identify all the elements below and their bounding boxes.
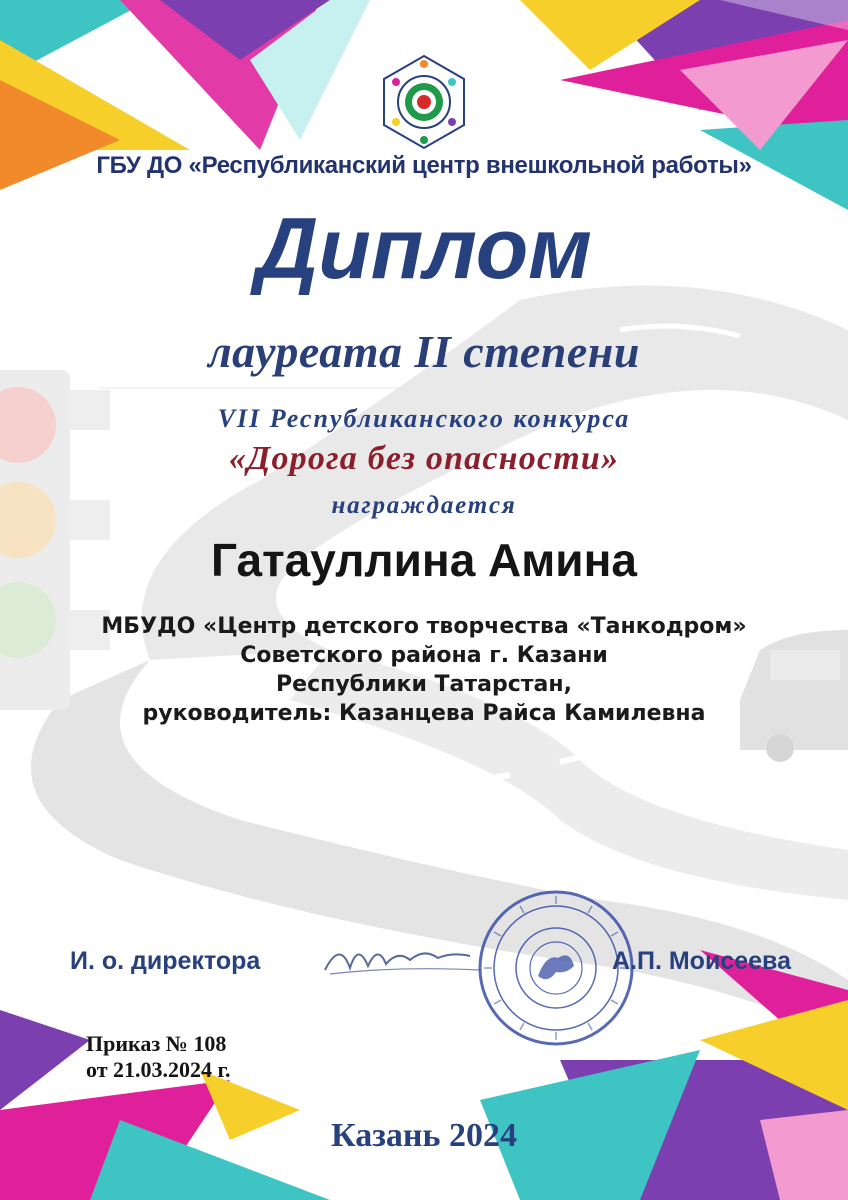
order-date: от 21.03.2024 г. xyxy=(86,1057,231,1082)
order-number: Приказ № 108 xyxy=(86,1031,227,1056)
director-position: И. о. директора xyxy=(70,947,261,975)
institution-line: Советского района г. Казани xyxy=(240,643,608,668)
diploma-title: Диплом xyxy=(256,201,592,297)
institution-block xyxy=(0,612,848,728)
city-year: Казань 2024 xyxy=(331,1117,517,1154)
competition-name: «Дорога без опасности» xyxy=(228,440,620,477)
diploma-degree: лауреата II степени xyxy=(208,326,640,377)
order-block xyxy=(86,1031,231,1083)
center-emblem-icon xyxy=(374,52,474,152)
handwritten-signature xyxy=(320,930,490,990)
institution-line: руководитель: Казанцева Райса Камилевна xyxy=(142,701,706,726)
institution-line: Республики Татарстан, xyxy=(276,672,572,697)
organization-name: ГБУ ДО «Республиканский центр внешкольной работы» xyxy=(96,152,752,179)
institution-line: МБУДО «Центр детского творчества «Танкодром» xyxy=(101,614,747,639)
awarded-label: награждается xyxy=(331,492,517,519)
competition-line: VII Республиканского конкурса xyxy=(217,404,631,433)
director-name: А.П. Моисеева xyxy=(612,947,791,975)
recipient-name: Гатауллина Амина xyxy=(211,534,637,586)
